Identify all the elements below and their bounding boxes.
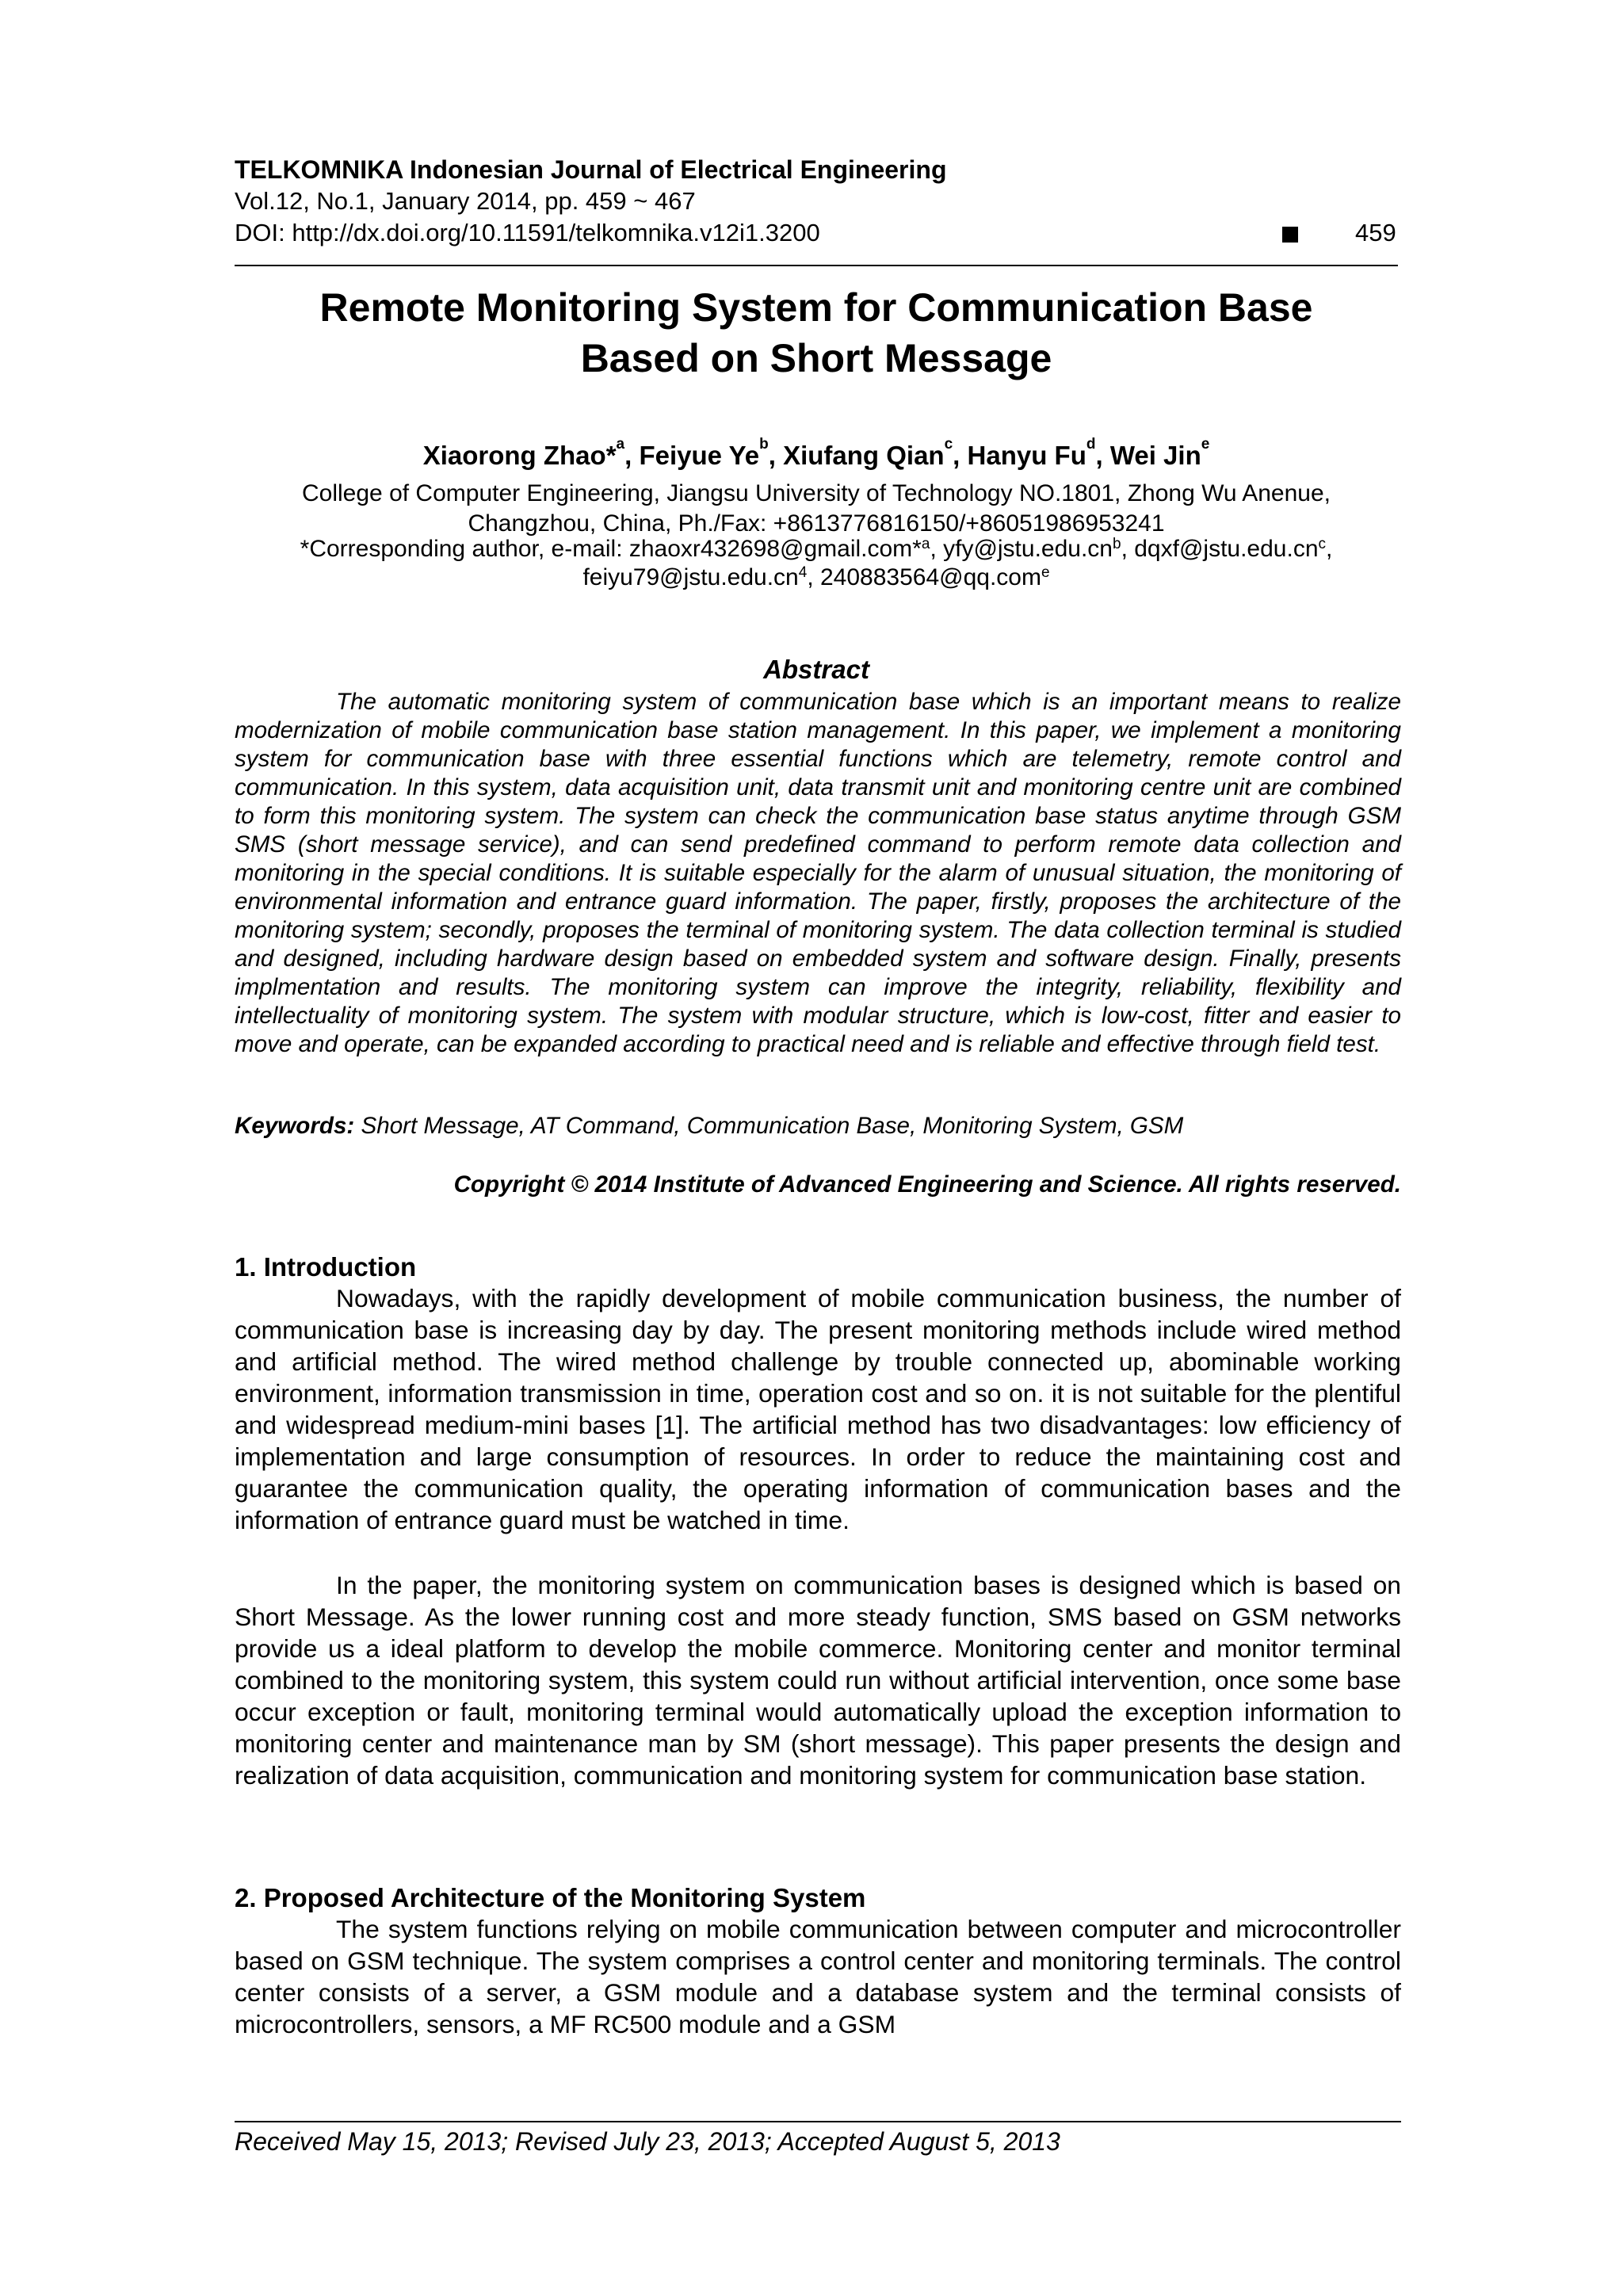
- keywords-line: [235, 1113, 1183, 1140]
- author-superscript: b: [759, 436, 769, 453]
- email-superscript: a: [921, 536, 930, 552]
- received-dates: Received May 15, 2013; Revised July 23, 2013; Accepted August 5, 2013: [235, 2127, 1060, 2156]
- email-superscript: 4: [798, 564, 808, 581]
- page-number: 459: [1355, 219, 1396, 246]
- abstract-text: The automatic monitoring system of communication base which is an important means to realize modernization of mobile communication base station management. In this paper, we implement a monitoring system for communication base with three essential functions which are telemetry, remote control and communication. In this system, data acquisition unit, data transmit unit and monitoring centre unit are combined to form this monitoring system. The system can check the communication base status anytime through GSM SMS (short message service), and can send predefined command to perform remote data collection and monitoring in the special conditions. It is suitable especially for the alarm of unusual situation, the monitoring of environmental information and entrance guard information. The paper, firstly, proposes the architecture of the monitoring system; secondly, proposes the terminal of monitoring system. The data collection terminal is studied and designed, including hardware design based on embedded system and software design. Finally, presents implmentation and results. The monitoring system can improve the integrity, reliability, flexibility and intellectuality of monitoring system. The system with modular structure, which is low-cost, fitter and easier to move and operate, can be expanded according to practical need and is reliable and effective through field test.: [235, 689, 1401, 1057]
- author-name: Xiaorong Zhao*: [422, 441, 617, 470]
- paper-title: [190, 282, 1442, 384]
- body-paragraph: The system functions relying on mobile communication between computer and microcontroller based on GSM technique. The system comprises a control center and monitoring terminals. The control center consists of a server, a GSM module and a database system and the terminal consists of microcontrollers, sensors, a MF RC500 module and a GSM: [235, 1915, 1401, 2038]
- body-paragraph: Nowadays, with the rapidly development of mobile communication business, the number of communication base is increasing day by day. The present monitoring methods include wired method and artificial method. The wired method challenge by trouble connected up, abominable working environment, information transmission in time, operation cost and so on. it is not suitable for the plentiful and widespread medium-mini bases [1]. The artificial method has two disadvantages: low efficiency of implementation and large consumption of resources. In order to reduce the maintaining cost and guarantee the communication quality, the operating information of communication bases and the information of entrance guard must be watched in time.: [235, 1284, 1401, 1534]
- author-separator: ,: [953, 441, 968, 470]
- email-text[interactable]: , 240883564@qq.com: [807, 564, 1041, 590]
- author-separator: ,: [624, 441, 640, 470]
- affiliation-line: Changzhou, China, Ph./Fax: +8613776816150/+86051986953241: [468, 510, 1165, 537]
- corresponding-emails: [190, 534, 1442, 564]
- keywords-label: Keywords:: [235, 1113, 355, 1139]
- author-name: Hanyu Fu: [967, 441, 1086, 470]
- keywords-text: Short Message, AT Command, Communication Base, Monitoring System, GSM: [354, 1113, 1184, 1139]
- section-heading-introduction: 1. Introduction: [235, 1252, 417, 1282]
- email-text[interactable]: *Corresponding author, e-mail: zhaoxr432698@gmail.com*: [300, 536, 922, 562]
- email-superscript: b: [1113, 536, 1121, 552]
- abstract-heading: Abstract: [763, 655, 869, 684]
- paper-title-line-2: Based on Short Message: [580, 336, 1052, 380]
- email-superscript: c: [1318, 536, 1326, 552]
- author-superscript: a: [616, 436, 625, 453]
- email-separator: ,: [1326, 536, 1333, 562]
- body-paragraph: In the paper, the monitoring system on communication bases is designed which is based on Short Message. As the lower running cost and more steady function, SMS based on GSM networks provide us a ideal platform to develop the mobile commerce. Monitoring center and monitor terminal combined to the monitoring system, this system could run without artificial intervention, once some base occur exception or fault, monitoring terminal would automatically upload the exception information to monitoring center and maintenance man by SM (short message). This paper presents the design and realization of data acquisition, communication and monitoring system for communication base station.: [235, 1571, 1401, 1790]
- journal-volume: Vol.12, No.1, January 2014, pp. 459 ~ 467: [235, 187, 696, 215]
- author-separator: ,: [768, 441, 784, 470]
- author-name: Feiyue Ye: [639, 441, 760, 470]
- square-bullet-icon: [1282, 227, 1298, 243]
- author-separator: ,: [1095, 441, 1110, 470]
- email-superscript: e: [1041, 564, 1050, 581]
- email-text[interactable]: feiyu79@jstu.edu.cn: [582, 564, 799, 590]
- paper-title-line-1: Remote Monitoring System for Communication Base: [319, 285, 1313, 330]
- footer-divider: [235, 2121, 1401, 2122]
- email-text[interactable]: , yfy@jstu.edu.cn: [930, 536, 1113, 562]
- author-superscript: d: [1086, 436, 1096, 453]
- author-name: Wei Jin: [1109, 441, 1201, 470]
- email-text[interactable]: , dqxf@jstu.edu.cn: [1121, 536, 1319, 562]
- author-superscript: c: [944, 436, 953, 453]
- corresponding-emails-cont: [190, 563, 1442, 593]
- author-name: Xiufang Qian: [783, 441, 945, 470]
- author-list: [190, 436, 1442, 471]
- journal-name: TELKOMNIKA Indonesian Journal of Electrical Engineering: [235, 155, 947, 184]
- copyright-notice: Copyright © 2014 Institute of Advanced Engineering and Science. All rights reserved.: [453, 1171, 1401, 1198]
- section-heading-architecture: 2. Proposed Architecture of the Monitoring System: [235, 1883, 866, 1912]
- header-divider: [235, 265, 1398, 266]
- author-superscript: e: [1201, 436, 1210, 453]
- affiliation-line: College of Computer Engineering, Jiangsu University of Technology NO.1801, Zhong Wu Anenue,: [302, 480, 1331, 506]
- doi-link[interactable]: DOI: http://dx.doi.org/10.11591/telkomnika.v12i1.3200: [235, 219, 820, 246]
